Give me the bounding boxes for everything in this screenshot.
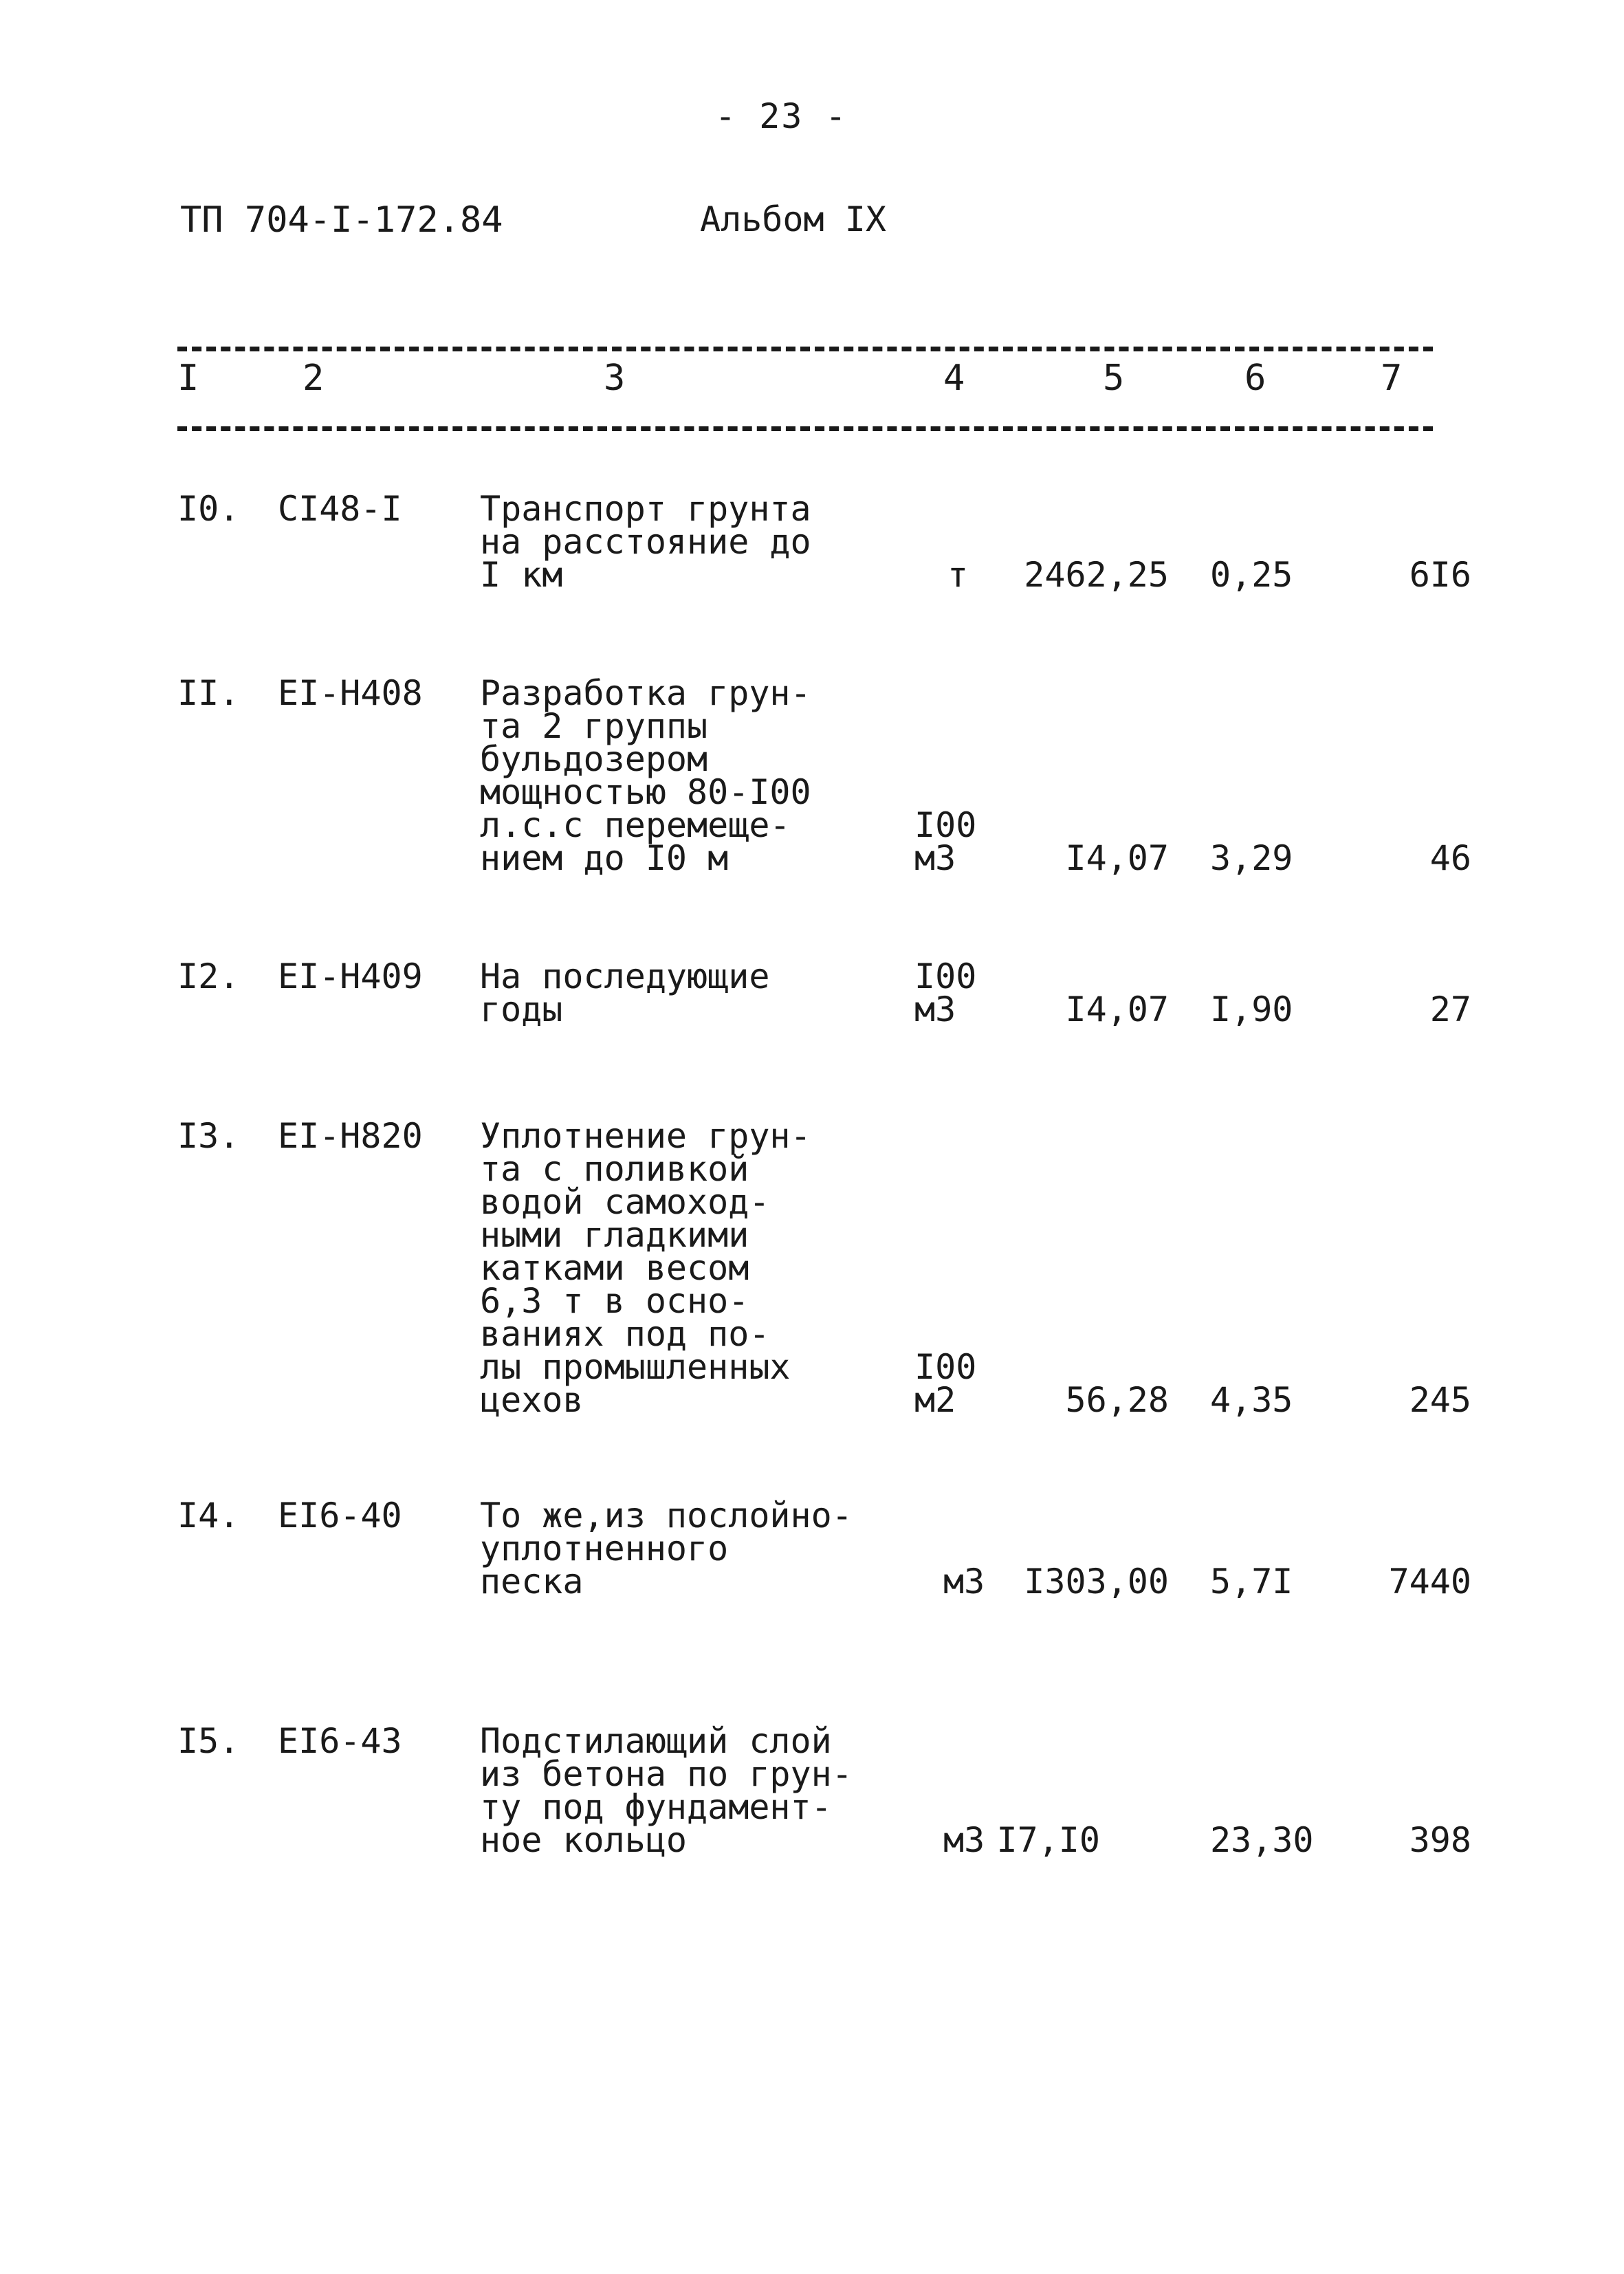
row-description — [480, 489, 811, 595]
row-code: EI6-43 — [278, 1721, 402, 1761]
description-line: на расстояние до — [480, 522, 811, 562]
page-number: - 23 - — [715, 96, 848, 136]
row-number: I2. — [177, 956, 240, 996]
row-code: EI-H820 — [278, 1116, 423, 1156]
row-code: CI48-I — [278, 489, 402, 529]
description-line: ту под фундамент- — [480, 1787, 832, 1827]
description-line: л.с.с перемеще- — [480, 805, 791, 845]
row-total: 46 — [1429, 838, 1471, 878]
row-unit-price: 5,7I — [1210, 1562, 1293, 1601]
description-line: ваниях под по- — [480, 1314, 770, 1354]
row-unit-price: 4,35 — [1210, 1380, 1293, 1420]
row-quantity: I4,07 — [1065, 838, 1169, 878]
document-code: ТП 704-I-172.84 — [180, 199, 503, 241]
description-line: Подстилающий слой — [480, 1721, 832, 1761]
row-number: I5. — [177, 1721, 240, 1761]
description-line: ными гладкими — [480, 1215, 749, 1255]
description-line: годы — [480, 990, 563, 1029]
row-unit — [914, 805, 977, 878]
row-quantity: I303,00 — [1024, 1562, 1169, 1601]
description-line: бульдозером — [480, 739, 708, 779]
row-unit — [914, 1347, 977, 1420]
column-header-2: 2 — [303, 358, 325, 399]
row-number: I4. — [177, 1496, 240, 1535]
description-line: Транспорт грунта — [480, 489, 811, 529]
description-line: цехов — [480, 1380, 584, 1420]
row-unit — [943, 1562, 985, 1601]
unit-line: м2 — [914, 1380, 956, 1420]
row-total: 7440 — [1388, 1562, 1471, 1601]
row-total: 27 — [1429, 990, 1471, 1029]
description-line: 6,3 т в осно- — [480, 1281, 749, 1321]
table-header-rule — [177, 426, 1433, 431]
row-description — [480, 673, 811, 878]
description-line: нием до I0 м — [480, 838, 729, 878]
row-total: 6I6 — [1409, 555, 1471, 595]
description-line: из бетона по грун- — [480, 1754, 853, 1794]
column-header-1: I — [177, 358, 199, 399]
description-line: та 2 группы — [480, 706, 708, 746]
row-description — [480, 1496, 853, 1601]
description-line: лы промышленных — [480, 1347, 791, 1387]
unit-line: м3 — [943, 1820, 985, 1860]
column-header-5: 5 — [1103, 358, 1125, 399]
row-unit-price: 3,29 — [1210, 838, 1293, 878]
row-code: EI6-40 — [278, 1496, 402, 1535]
table-top-rule — [177, 347, 1433, 351]
row-code: EI-H409 — [278, 956, 423, 996]
unit-line: м3 — [914, 990, 956, 1029]
row-unit-price: I,90 — [1210, 990, 1293, 1029]
row-quantity: I7,I0 — [996, 1820, 1100, 1860]
unit-line: I00 — [914, 956, 977, 996]
description-line: та с поливкой — [480, 1149, 749, 1189]
description-line: водой самоход- — [480, 1182, 770, 1222]
row-quantity: 56,28 — [1065, 1380, 1169, 1420]
column-header-3: 3 — [604, 358, 626, 399]
album-label: Альбом IX — [700, 199, 886, 239]
row-unit-price: 23,30 — [1210, 1820, 1314, 1860]
row-number: I0. — [177, 489, 240, 529]
row-unit — [914, 956, 977, 1029]
row-number: I3. — [177, 1116, 240, 1156]
description-line: I км — [480, 555, 563, 595]
description-line: Разработка грун- — [480, 673, 811, 713]
column-header-7: 7 — [1381, 358, 1403, 399]
description-line: ное кольцо — [480, 1820, 688, 1860]
row-unit — [947, 555, 969, 595]
row-total: 398 — [1409, 1820, 1471, 1860]
unit-line: I00 — [914, 805, 977, 845]
description-line: То же,из послойно- — [480, 1496, 853, 1535]
description-line: песка — [480, 1562, 584, 1601]
unit-line: т — [947, 555, 969, 595]
unit-line: I00 — [914, 1347, 977, 1387]
description-line: Уплотнение грун- — [480, 1116, 811, 1156]
description-line: На последующие — [480, 956, 770, 996]
description-line: уплотненного — [480, 1529, 729, 1568]
row-code: EI-H408 — [278, 673, 423, 713]
unit-line: м3 — [943, 1562, 985, 1601]
column-header-6: 6 — [1244, 358, 1266, 399]
row-unit-price: 0,25 — [1210, 555, 1293, 595]
description-line: катками весом — [480, 1248, 749, 1288]
row-total: 245 — [1409, 1380, 1471, 1420]
unit-line: м3 — [914, 838, 956, 878]
row-description — [480, 956, 770, 1029]
row-description — [480, 1721, 853, 1860]
row-description — [480, 1116, 811, 1420]
row-quantity: 2462,25 — [1024, 555, 1169, 595]
description-line: мощностью 80-I00 — [480, 772, 811, 812]
row-quantity: I4,07 — [1065, 990, 1169, 1029]
column-header-4: 4 — [943, 358, 965, 399]
row-number: II. — [177, 673, 240, 713]
